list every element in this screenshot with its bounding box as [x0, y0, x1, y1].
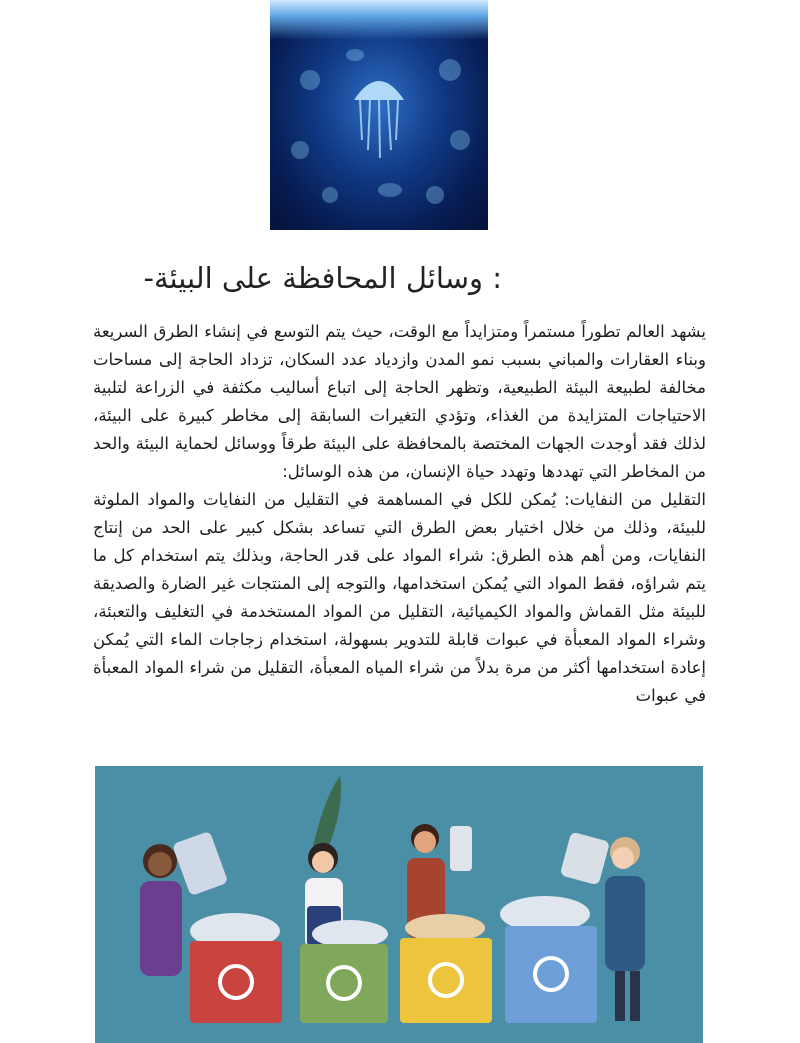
recycling-illustration	[95, 766, 703, 1043]
article-body	[93, 318, 706, 766]
trash-pile	[405, 914, 485, 942]
bin-red	[190, 941, 282, 1023]
bin-blue	[505, 926, 597, 1023]
waste-reduction-paragraph: التقليل من النفايات: يُمكن للكل في المساهمة في التقليل من النفايات والمواد الملوثة للبيئة، وذلك من خلال اختيار بعض الطرق التي تساعد بشكل كبير على الحد من إنتاج النفايات، ومن أهم هذه الطرق: شراء المواد على قدر الحاجة، وبذلك يتم استخدام كل ما يتم شراؤه، فقط المواد التي يُمكن استخدامها، والتوجه إلى المنتجات غير الضارة والصديقة للبيئة مثل القماش والمواد الكيميائية، التقليل من المواد المستخدمة في التغليف والتعبئة، وشراء المواد المعبأة في عبوات قابلة للتدوير بسهولة، استخدام زجاجات الماء التي يُمكن إعادة استخدامها أكثر من مرة بدلاً من شراء المياه المعبأة، التقليل من شراء المواد المعبأة في عبوات	[93, 490, 706, 705]
bin-yellow	[400, 938, 492, 1023]
page-heading: : وسائل المحافظة على البيئة-	[143, 261, 502, 295]
jellyfish	[354, 81, 404, 158]
bin-green	[300, 944, 388, 1023]
jellyfish-illustration	[270, 0, 488, 230]
ocean-jellyfish-image	[270, 0, 488, 230]
recycling-scene	[95, 766, 703, 1043]
intro-paragraph: يشهد العالم تطوراً مستمراً ومتزايداً مع الوقت، حيث يتم التوسع في إنشاء الطرق السريعة وبناء العقارات والمباني بسبب نمو المدن وازدياد عدد السكان، تزداد الحاجة إلى مساحات مخالفة لطبيعة البيئة الطبيعية، وتظهر الحاجة إلى اتباع أساليب مكثفة في الزراعة لتلبية الاحتياجات المتزايدة من الغذاء، وتؤدي التغيرات السابقة إلى مخاطر كبيرة على البيئة، لذلك فقد أوجدت الجهات المختصة بالمحافظة على البيئة طرقاً ووسائل لحماية البيئة والحد من المخاطر التي تهددها وتهدد حياة الإنسان، من هذه الوسائل:	[93, 322, 706, 481]
